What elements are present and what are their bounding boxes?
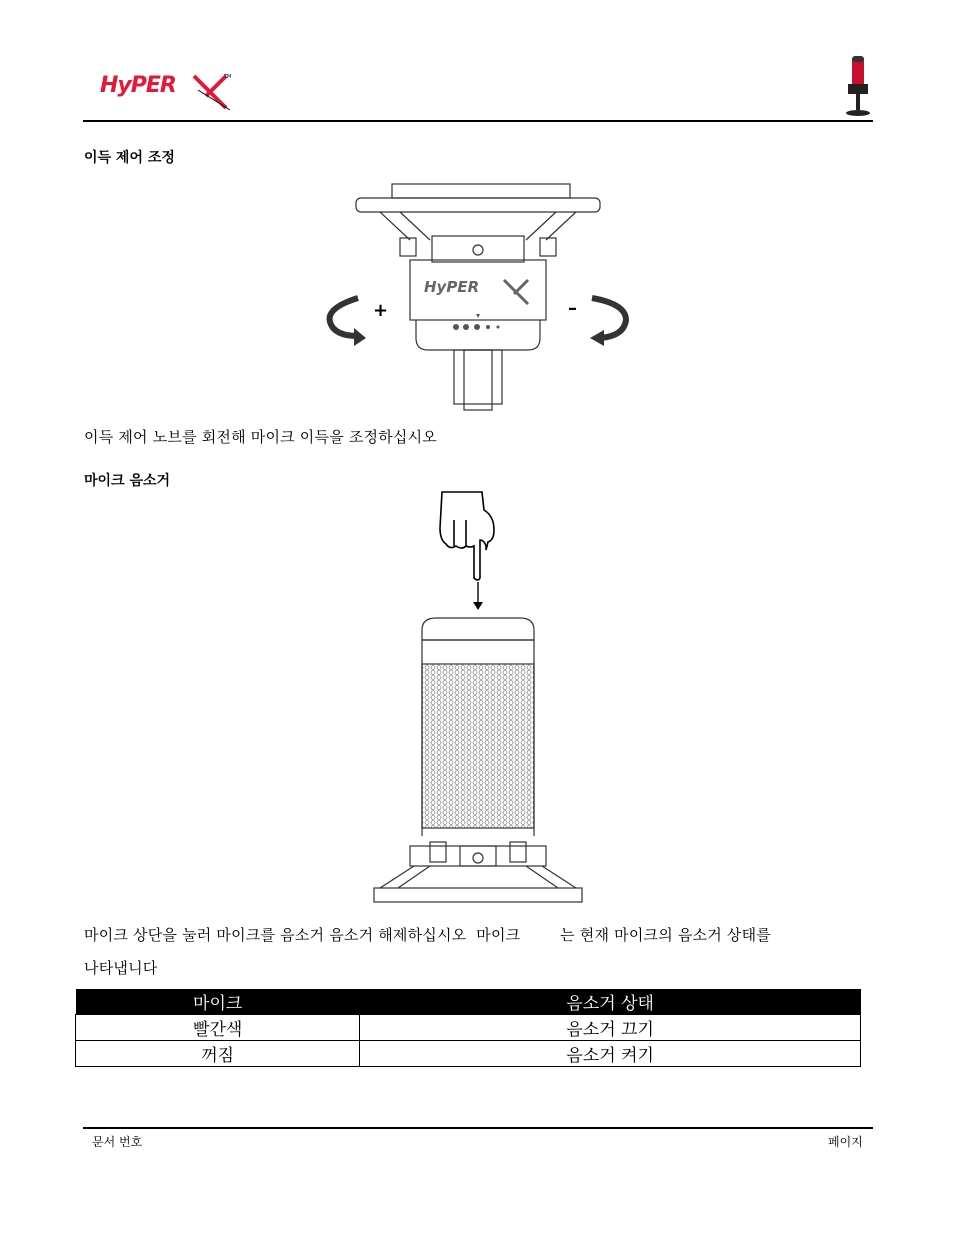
gain-caption: 이득 제어 노브를 회전해 마이크 이득을 조정하십시오 <box>84 428 437 446</box>
table-row <box>76 1015 861 1041</box>
table-cell: 꺼짐 <box>76 1041 360 1067</box>
table-header-row <box>76 989 861 1015</box>
svg-text:HyPER: HyPER <box>424 278 480 296</box>
footer-divider <box>83 1127 873 1129</box>
table-cell: 음소거 끄기 <box>360 1015 861 1041</box>
hand-pointer-icon <box>440 492 494 580</box>
gain-knob-diagram <box>320 180 636 412</box>
hyperx-logo <box>98 68 234 112</box>
header-divider <box>83 120 873 122</box>
gain-heading: 이득 제어 조정 <box>84 150 175 166</box>
microphone-product-icon <box>842 54 874 118</box>
gain-plus-label: + <box>373 300 389 321</box>
mute-diagram <box>370 490 586 906</box>
table-cell: 빨간색 <box>76 1015 360 1041</box>
mute-heading: 마이크 음소거 <box>84 473 171 489</box>
gain-minus-label: – <box>568 298 577 319</box>
table-row <box>76 1041 861 1067</box>
table-header-mute-status: 음소거 상태 <box>360 989 861 1015</box>
footer-doc-number: 문서 번호 <box>92 1135 143 1149</box>
svg-text:TM: TM <box>224 74 232 80</box>
table-header-mic: 마이크 <box>76 989 360 1015</box>
svg-text:HyPER: HyPER <box>100 73 176 98</box>
mute-status-table <box>75 989 861 1067</box>
footer-page: 페이지 <box>828 1135 863 1149</box>
mute-description-line1: 마이크 상단을 눌러 마이크를 음소거 음소거 해제하십시오 마이크 는 현재 마이크의 음소거 상태를 <box>84 926 771 944</box>
table-cell: 음소거 켜기 <box>360 1041 861 1067</box>
mute-description-line2: 나타냅니다 <box>84 959 158 977</box>
